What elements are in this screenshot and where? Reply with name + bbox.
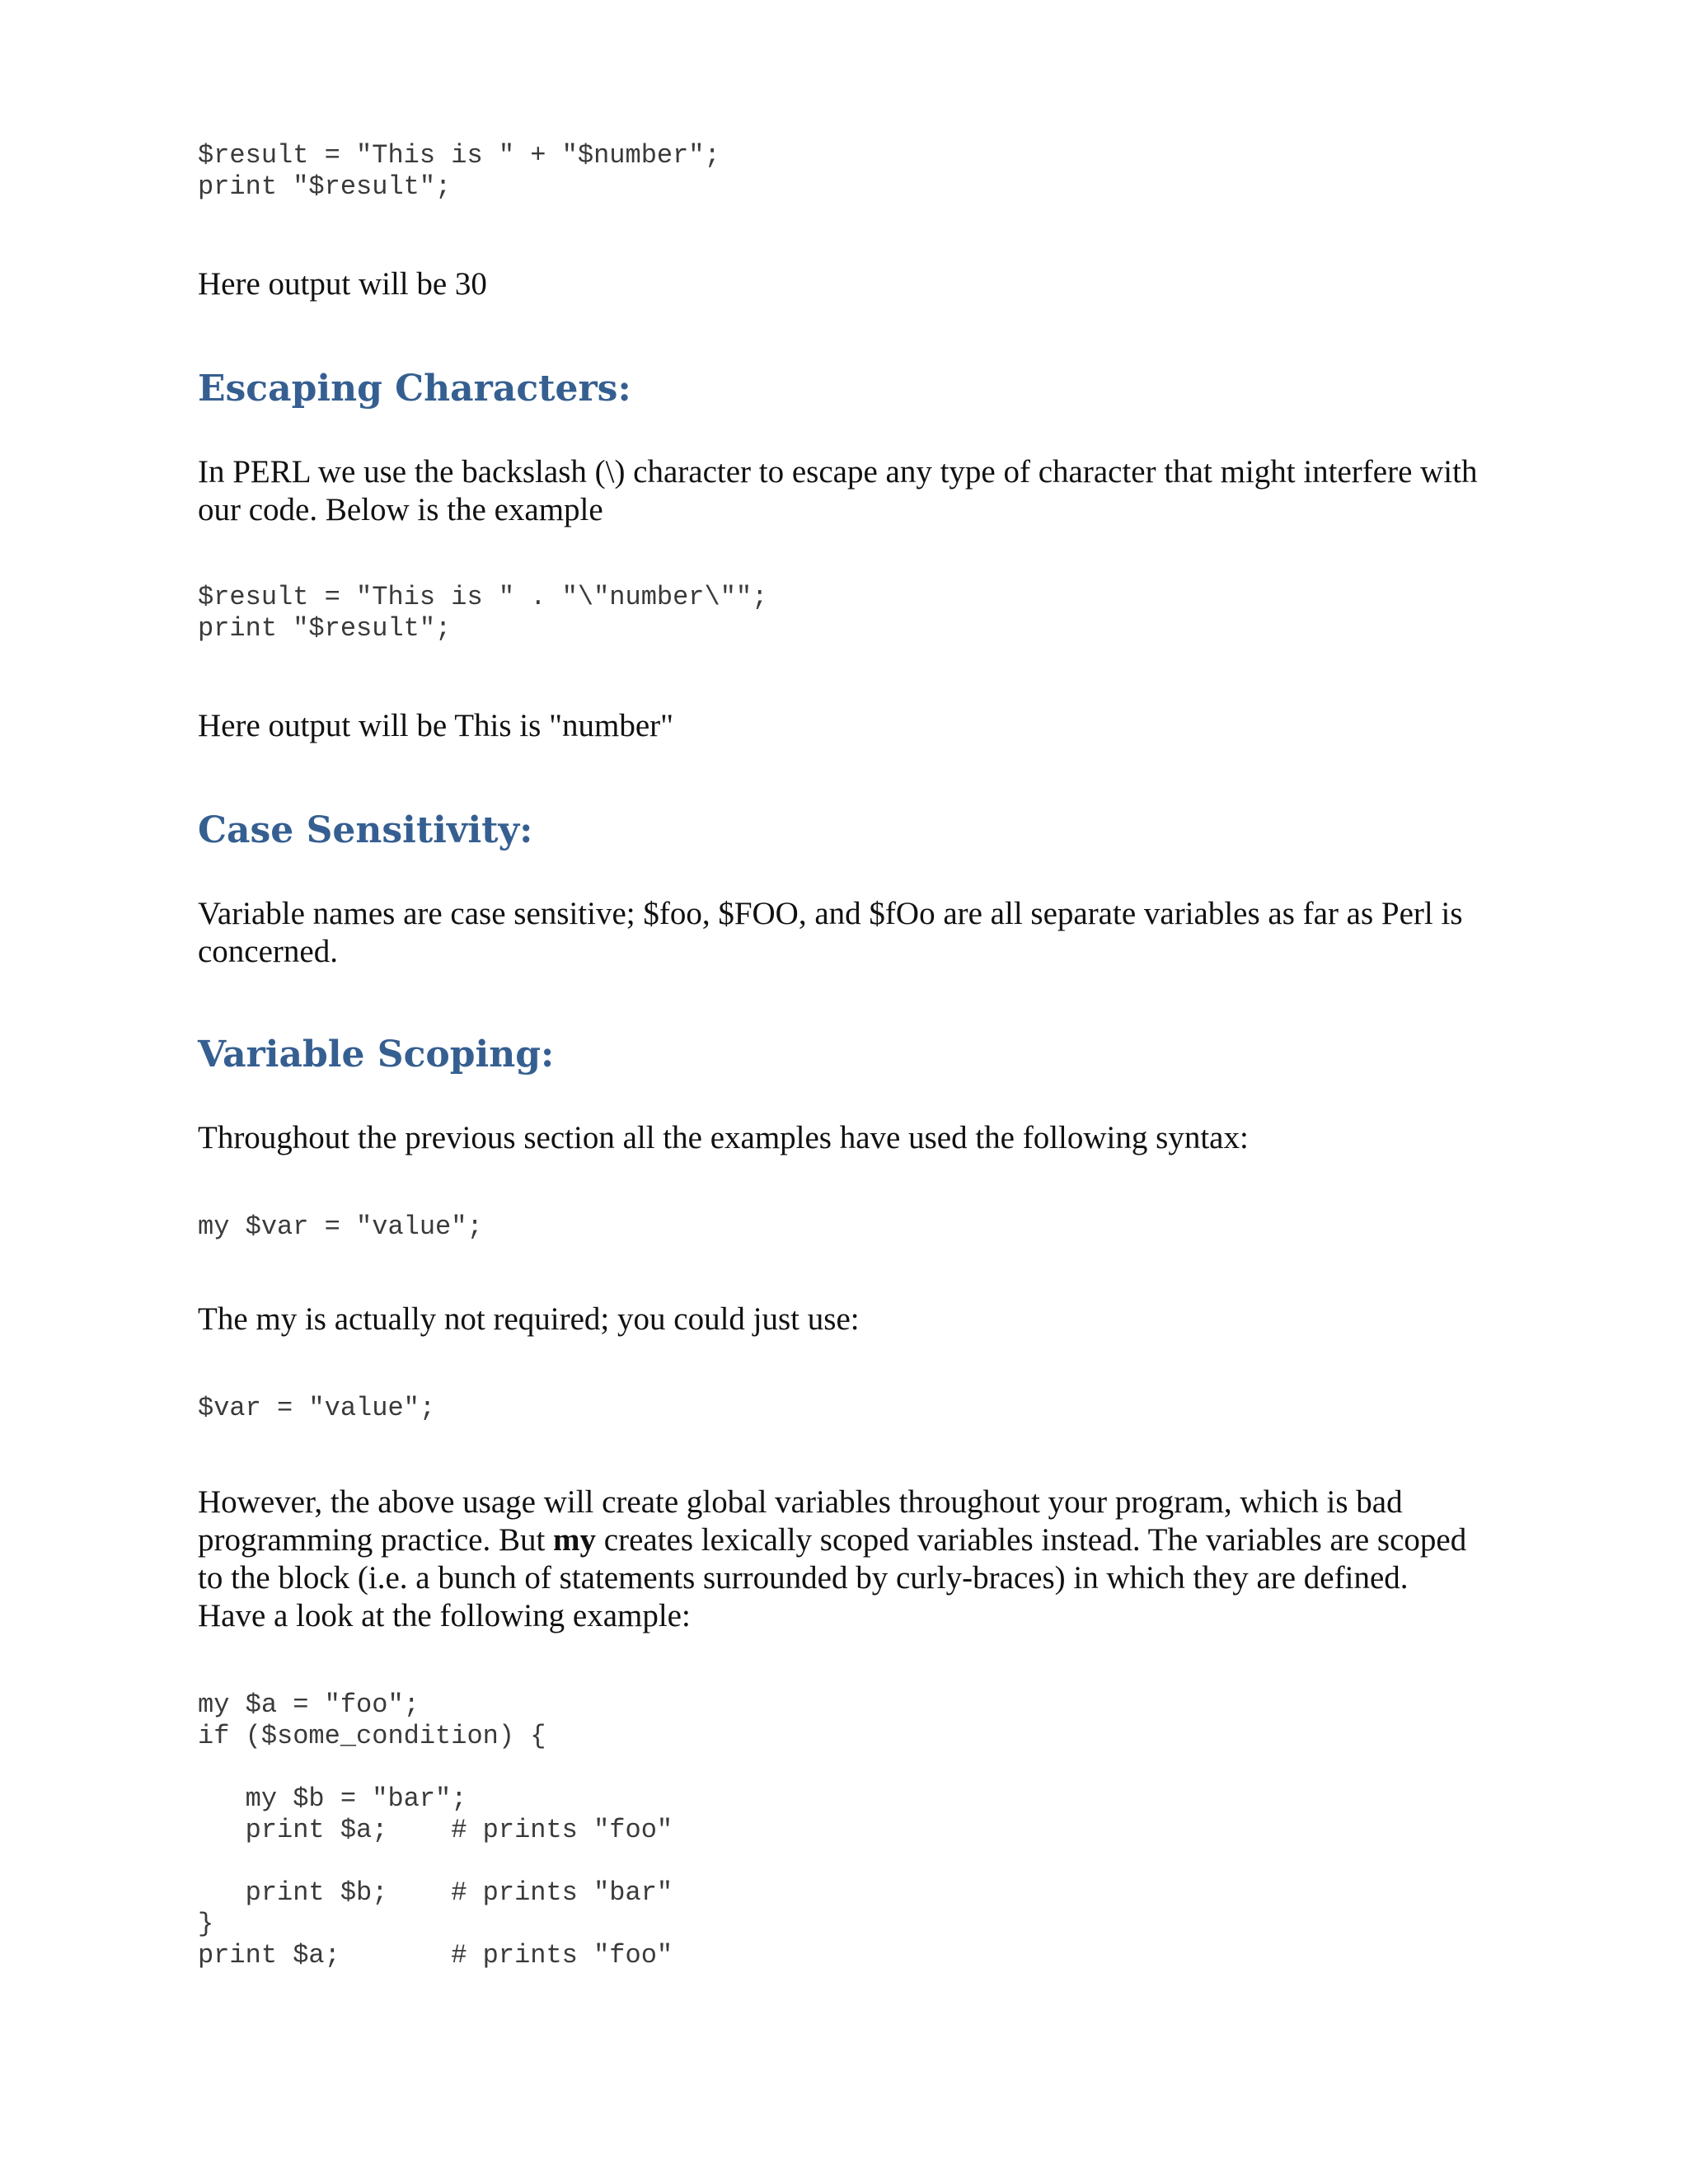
explanation-text-before: However, the above usage will create global variables throughout your program, which is bad programming practice. But (198, 1484, 1403, 1558)
code-block-plain-var: $var = "value"; (198, 1393, 436, 1423)
heading-variable-scoping: Variable Scoping: (198, 1033, 555, 1076)
code-block-scope-example: my $a = "foo"; if ($some_condition) { my $b = "bar"; print $a; # prints "foo" print $b; # prints "bar" } print $a; # prints "foo" (198, 1690, 673, 1971)
heading-escaping-characters: Escaping Characters: (198, 368, 631, 410)
explanation-text-after: creates lexically scoped variables instead. The variables are scoped to the block (i.e. a bunch of statements surrounded by curly-braces) in which they are defined. Have a look at the following example: (198, 1522, 1467, 1633)
scoping-intro-paragraph: Throughout the previous section all the examples have used the following syntax: (198, 1120, 1249, 1155)
page-content (198, 140, 1484, 1971)
output-paragraph-30: Here output will be 30 (198, 266, 487, 302)
escaping-intro-paragraph: In PERL we use the backslash (\) character to escape any type of character that might interfere with our code. Below is the example (198, 454, 1478, 527)
explanation-bold-my: my (553, 1522, 597, 1558)
code-block-my-var: my $var = "value"; (198, 1212, 483, 1242)
not-required-paragraph: The my is actually not required; you could just use: (198, 1301, 860, 1337)
code-block-escaping: $result = "This is " . "\"number\""; print "$result"; (198, 582, 768, 644)
heading-case-sensitivity: Case Sensitivity: (198, 809, 533, 851)
case-sensitivity-paragraph: Variable names are case sensitive; $foo, $FOO, and $fOo are all separate variables as far as Perl is concerned. (198, 896, 1463, 969)
scoping-explanation-paragraph (198, 1483, 1484, 1635)
code-block-concat-plus: $result = "This is " + "$number"; print "$result"; (198, 140, 720, 202)
escaping-output-paragraph: Here output will be This is "number" (198, 708, 674, 743)
